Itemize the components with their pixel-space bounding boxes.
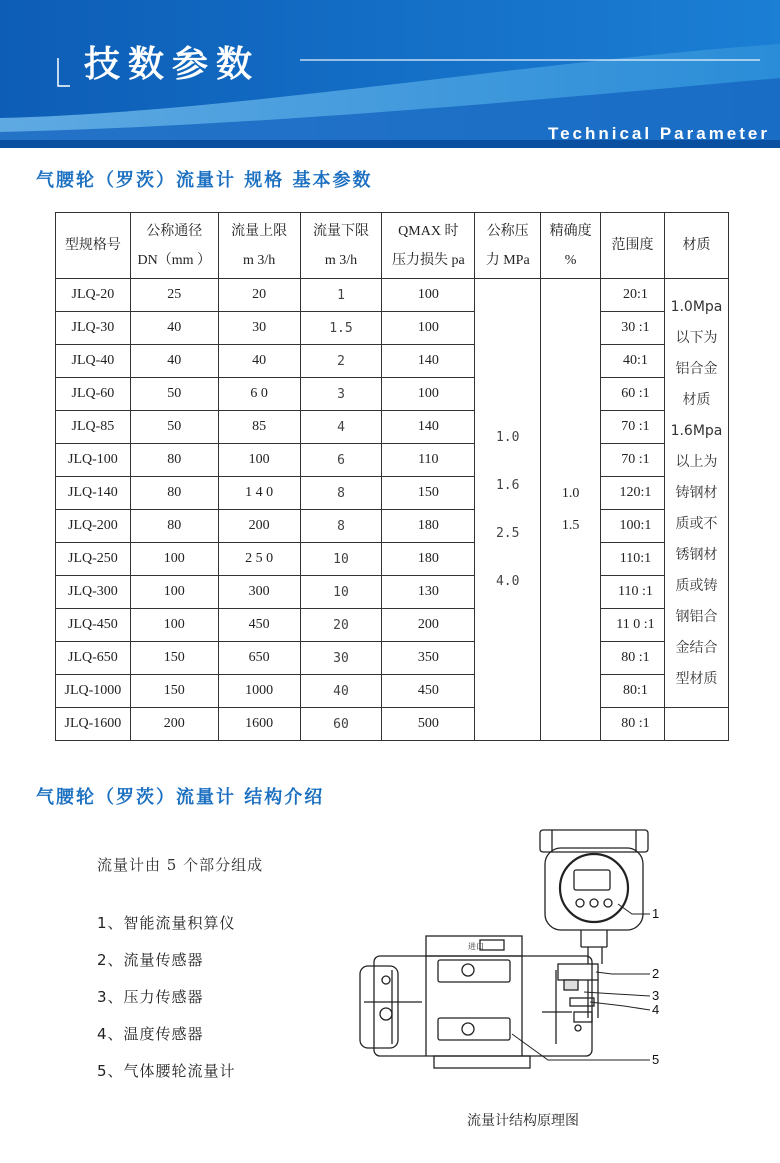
header-range-label: 范围度 [611,238,654,253]
header-pressure [475,213,541,279]
cell-dn: 50 [130,411,218,444]
cell-qmin: 8 [300,510,382,543]
material-line: 质或铸 [675,577,718,594]
material-line: 铸钢材 [675,484,718,501]
cell-qmax: 1 4 0 [218,477,300,510]
cell-range: 30 :1 [601,312,665,345]
spec-table-body [56,279,729,741]
cell-range: 60 :1 [601,378,665,411]
header-dn-line1: 公称通径 [146,223,203,239]
header-pressure-line2: 力 MPa [485,252,530,268]
table-row [56,279,729,312]
accuracy-value: 1.5 [561,517,580,533]
cell-loss: 100 [382,378,475,411]
header-accuracy-line2: % [564,252,577,268]
cell-qmax: 100 [218,444,300,477]
cell-dn: 50 [130,378,218,411]
page-subtitle: Technical Parameter [547,124,770,143]
cell-model: JLQ-140 [56,477,131,510]
material-line: 1.6Mpa [670,422,723,439]
cell-model: JLQ-300 [56,576,131,609]
cell-dn: 80 [130,477,218,510]
header-row [56,213,729,279]
table-row [56,378,729,411]
inlet-port-label: 进口 [468,942,484,951]
cell-model: JLQ-450 [56,609,131,642]
table-row [56,642,729,675]
cell-qmin: 60 [300,708,382,741]
structure-intro: 流量计由 5 个部分组成 [97,856,264,874]
cell-dn: 100 [130,609,218,642]
material-line: 钢铝合 [675,608,718,625]
cell-range: 20:1 [601,279,665,312]
cell-dn: 80 [130,510,218,543]
cell-qmin: 6 [300,444,382,477]
header-accuracy-line1: 精确度 [549,223,592,239]
cell-loss: 200 [382,609,475,642]
cell-qmin: 10 [300,576,382,609]
cell-range: 80 :1 [601,642,665,675]
cell-qmax: 2 5 0 [218,543,300,576]
cell-qmax: 200 [218,510,300,543]
spec-section-heading: 气腰轮（罗茨）流量计 规格 基本参数 [36,170,373,191]
callout-4: 4 [652,1002,660,1017]
callout-leaders [512,904,650,1060]
cell-loss: 350 [382,642,475,675]
cell-material-empty [664,708,728,741]
cell-model: JLQ-250 [56,543,131,576]
cell-dn: 80 [130,444,218,477]
header-qmax [218,213,300,279]
cell-model: JLQ-30 [56,312,131,345]
cell-qmin: 2 [300,345,382,378]
cell-model: JLQ-1000 [56,675,131,708]
cell-model: JLQ-40 [56,345,131,378]
header-dn [130,213,218,279]
cell-model: JLQ-1600 [56,708,131,741]
material-line: 金结合 [675,639,718,656]
material-line: 锈钢材 [675,546,718,563]
header-material [664,213,728,279]
cell-qmin: 8 [300,477,382,510]
header-qmin [300,213,382,279]
header-dn-line2: DN（mm ） [137,252,212,268]
header-accuracy [541,213,601,279]
cell-qmin: 10 [300,543,382,576]
cell-dn: 200 [130,708,218,741]
cell-dn: 25 [130,279,218,312]
cell-dn: 40 [130,345,218,378]
header-model-label: 型规格号 [64,238,121,253]
spec-table [55,212,729,741]
header-pressure-line1: 公称压 [486,223,529,239]
cell-loss: 150 [382,477,475,510]
cell-qmax: 1600 [218,708,300,741]
parts-list [97,912,236,1097]
header-qmin-line1: 流量下限 [312,223,369,239]
material-line: 型材质 [675,670,718,687]
cell-qmax: 450 [218,609,300,642]
cell-range: 110 :1 [601,576,665,609]
table-row [56,312,729,345]
flow-totalizer-icon [540,830,648,964]
spec-table-header [56,213,729,279]
cell-model: JLQ-20 [56,279,131,312]
page-title: 技数参数 [84,44,261,85]
table-row [56,708,729,741]
pressure-value: 4.0 [495,573,520,589]
cell-loss: 140 [382,345,475,378]
cell-range: 120:1 [601,477,665,510]
table-row [56,510,729,543]
part-item-1: 1、智能流量积算仪 [97,914,236,932]
header-loss-line1: QMAX 时 [398,223,459,239]
cell-qmin: 20 [300,609,382,642]
table-row [56,609,729,642]
cell-loss: 100 [382,312,475,345]
header-range [601,213,665,279]
part-item-4: 4、温度传感器 [97,1025,204,1043]
header-model [56,213,131,279]
cell-range: 80:1 [601,675,665,708]
flowmeter-structure-diagram [352,822,672,1082]
cell-pressure-merged [475,279,541,741]
cell-accuracy-merged [541,279,601,741]
cell-qmax: 85 [218,411,300,444]
table-row [56,444,729,477]
cell-model: JLQ-100 [56,444,131,477]
pressure-value: 1.0 [495,429,520,445]
cell-qmax: 650 [218,642,300,675]
cell-loss: 500 [382,708,475,741]
header-loss [382,213,475,279]
material-line: 材质 [682,391,711,408]
table-row [56,576,729,609]
cell-dn: 150 [130,642,218,675]
table-row [56,477,729,510]
accuracy-value: 1.0 [561,485,580,501]
table-row [56,675,729,708]
table-row [56,411,729,444]
header-qmax-line1: 流量上限 [231,223,288,239]
cell-dn: 40 [130,312,218,345]
cell-range: 70 :1 [601,411,665,444]
cell-range: 11 0 :1 [601,609,665,642]
cell-model: JLQ-650 [56,642,131,675]
cell-model: JLQ-85 [56,411,131,444]
cell-qmin: 3 [300,378,382,411]
cell-range: 70 :1 [601,444,665,477]
part-item-2: 2、流量传感器 [97,951,204,969]
cell-qmin: 4 [300,411,382,444]
cell-dn: 100 [130,543,218,576]
cell-range: 80 :1 [601,708,665,741]
sensor-assembly-icon [542,964,598,1031]
cell-model: JLQ-200 [56,510,131,543]
cell-model: JLQ-60 [56,378,131,411]
pressure-value: 2.5 [495,525,520,541]
cell-range: 110:1 [601,543,665,576]
table-row [56,543,729,576]
pressure-value: 1.6 [495,477,520,493]
callout-3: 3 [652,988,660,1003]
cell-loss: 110 [382,444,475,477]
meter-body-icon [360,936,592,1068]
callout-1: 1 [652,906,660,921]
cell-qmax: 1000 [218,675,300,708]
material-line: 质或不 [675,515,718,532]
cell-material-merged [664,279,728,708]
cell-qmin: 1.5 [300,312,382,345]
callout-5: 5 [652,1052,660,1067]
diagram-caption: 流量计结构原理图 [467,1113,579,1129]
header-banner [0,0,780,148]
header-qmax-line2: m 3/h [243,252,276,268]
cell-qmax: 20 [218,279,300,312]
header-loss-line2: 压力损失 pa [391,252,465,268]
cell-loss: 140 [382,411,475,444]
table-row [56,345,729,378]
cell-range: 40:1 [601,345,665,378]
header-qmin-line2: m 3/h [324,252,358,268]
cell-loss: 180 [382,510,475,543]
cell-qmin: 30 [300,642,382,675]
cell-loss: 130 [382,576,475,609]
callout-2: 2 [652,966,660,981]
cell-qmax: 30 [218,312,300,345]
cell-loss: 450 [382,675,475,708]
material-line: 以上为 [675,453,718,470]
cell-dn: 150 [130,675,218,708]
material-line: 1.0Mpa [670,298,723,315]
cell-qmax: 6 0 [218,378,300,411]
cell-qmin: 40 [300,675,382,708]
cell-loss: 180 [382,543,475,576]
cell-qmax: 40 [218,345,300,378]
cell-qmin: 1 [300,279,382,312]
part-item-3: 3、压力传感器 [97,988,204,1006]
material-line: 以下为 [675,329,718,346]
structure-section-heading: 气腰轮（罗茨）流量计 结构介绍 [36,787,325,808]
cell-qmax: 300 [218,576,300,609]
part-item-5: 5、气体腰轮流量计 [97,1062,236,1080]
header-material-label: 材质 [682,238,711,253]
cell-range: 100:1 [601,510,665,543]
material-line: 铝合金 [675,360,718,377]
cell-loss: 100 [382,279,475,312]
cell-dn: 100 [130,576,218,609]
